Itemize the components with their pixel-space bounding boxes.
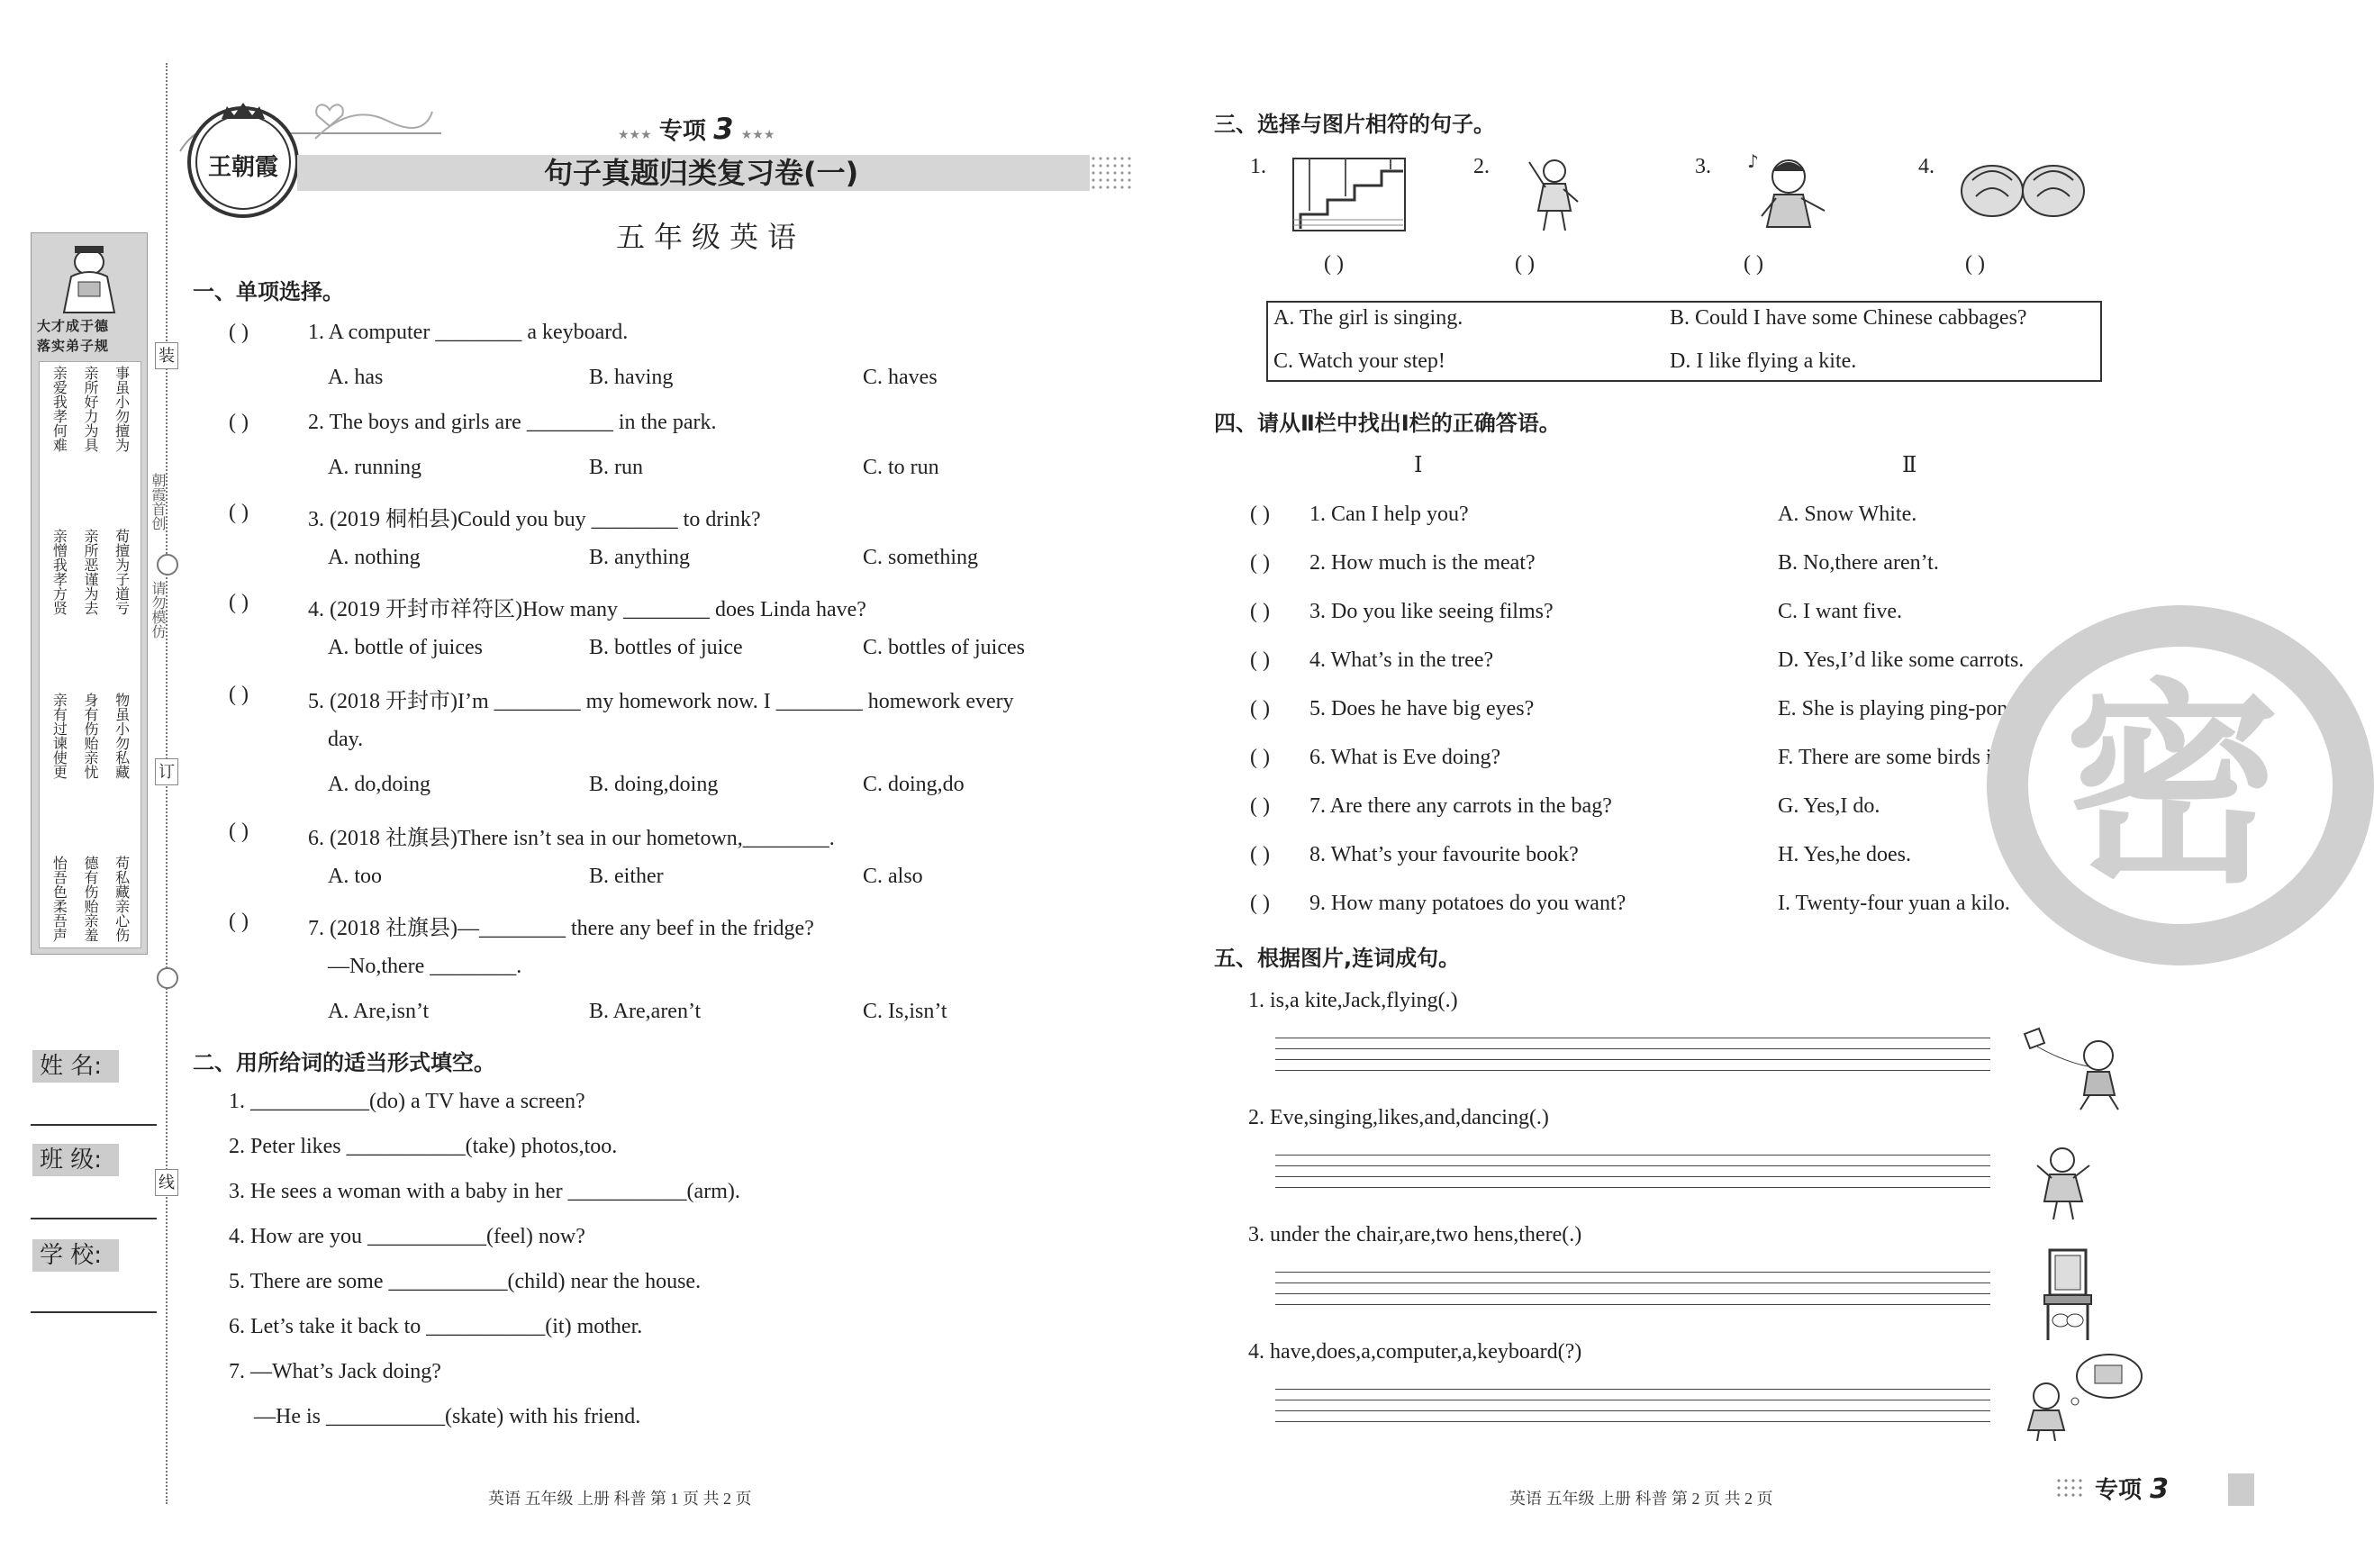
answer-line[interactable] bbox=[1275, 1165, 1990, 1166]
column-1-header: Ⅰ bbox=[1414, 454, 1423, 477]
motto-panel bbox=[31, 232, 148, 955]
name-field[interactable] bbox=[31, 1124, 157, 1126]
binding-hole-1 bbox=[157, 554, 178, 576]
match-paren[interactable]: ( ) bbox=[1250, 600, 1270, 623]
girl-dancing-picture bbox=[1522, 144, 1585, 239]
heart-ribbon bbox=[297, 94, 441, 161]
match-question: 8. What’s your favourite book? bbox=[1309, 843, 1579, 866]
question-stem: 5. (2018 开封市)I’m ________ my homework now. I ________ homework every bbox=[308, 690, 1014, 713]
answer-paren[interactable]: ( ) bbox=[229, 683, 249, 706]
secret-seal-char: 密 bbox=[2064, 660, 2281, 912]
match-question: 7. Are there any carrots in the bag? bbox=[1309, 794, 1612, 818]
option-c: C. bottles of juices bbox=[863, 636, 1025, 659]
answer-line[interactable] bbox=[1275, 1187, 1990, 1188]
answer-line[interactable] bbox=[1275, 1176, 1990, 1177]
option-b: B. doing,doing bbox=[589, 773, 719, 796]
motto-col: 德有伤贻亲羞 bbox=[81, 855, 99, 942]
fill-item[interactable]: 1. ___________(do) a TV have a screen? bbox=[229, 1090, 585, 1113]
girl-dancing-small-picture bbox=[2032, 1138, 2095, 1228]
picture-number: 4. bbox=[1918, 155, 1935, 178]
option-b: B. run bbox=[589, 456, 643, 479]
match-answer: E. She is playing ping-pong. bbox=[1778, 697, 2025, 721]
answer-paren[interactable]: ( ) bbox=[229, 501, 249, 524]
option-c: C. to run bbox=[863, 456, 939, 479]
match-answer: H. Yes,he does. bbox=[1778, 843, 1912, 866]
question-stem: 6. (2018 社旗县)There isn’t sea in our hometown,________. bbox=[308, 827, 835, 850]
motto-col: 亲所好力为具 bbox=[81, 366, 99, 452]
svg-text:王朝霞: 王朝霞 bbox=[207, 154, 279, 181]
picture-answer-paren[interactable]: ( ) bbox=[1965, 252, 1985, 276]
answer-paren[interactable]: ( ) bbox=[229, 591, 249, 614]
option-a: A. too bbox=[328, 865, 382, 888]
title-bar-dots bbox=[1090, 155, 1131, 191]
option-b: B. having bbox=[589, 366, 674, 389]
binding-note-2: 请勿模仿 bbox=[150, 581, 167, 639]
picture-answer-paren[interactable]: ( ) bbox=[1744, 252, 1763, 276]
fill-item[interactable]: —He is ___________(skate) with his friend. bbox=[254, 1405, 641, 1428]
option-a: A. Are,isn’t bbox=[328, 1000, 430, 1023]
match-question: 3. Do you like seeing films? bbox=[1309, 600, 1554, 623]
brand-logo bbox=[171, 97, 315, 228]
option-a: A. has bbox=[328, 366, 384, 389]
motto-col: 身有伤贻亲忧 bbox=[81, 692, 99, 779]
fill-item[interactable]: 2. Peter likes ___________(take) photos,too. bbox=[229, 1135, 618, 1158]
option-a: A. do,doing bbox=[328, 773, 430, 796]
corner-tag-bar bbox=[2228, 1473, 2254, 1506]
boy-kite-picture bbox=[2017, 1025, 2134, 1116]
column-2-header: Ⅱ bbox=[1902, 454, 1917, 477]
option-b: B. Are,aren’t bbox=[589, 1000, 702, 1023]
option-a: A. nothing bbox=[328, 546, 421, 569]
match-question: 1. Can I help you? bbox=[1309, 503, 1469, 526]
binding-label-3: 线 bbox=[155, 1169, 178, 1196]
picture-number: 2. bbox=[1473, 155, 1490, 178]
answer-line[interactable] bbox=[1275, 1059, 1990, 1060]
footer-left: 英语 五年级 上册 科普 第 1 页 共 2 页 bbox=[488, 1490, 752, 1508]
question-stem: 4. (2019 开封市祥符区)How many ________ does Linda have? bbox=[308, 598, 866, 621]
svg-text:♪: ♪ bbox=[1747, 150, 1759, 172]
fill-item[interactable]: 3. He sees a woman with a baby in her ___________(arm). bbox=[229, 1180, 740, 1203]
word-order-item: 3. under the chair,are,two hens,there(.) bbox=[1248, 1223, 1582, 1246]
special-tag: ★★★ 专项 3 ★★★ bbox=[618, 112, 775, 146]
motto-bottom: 落实弟子规 bbox=[37, 338, 110, 354]
name-label: 姓 名: bbox=[32, 1050, 119, 1083]
match-question: 4. What’s in the tree? bbox=[1309, 648, 1494, 672]
answer-line[interactable] bbox=[1275, 1282, 1990, 1283]
question-stem: 3. (2019 桐柏县)Could you buy ________ to drink? bbox=[308, 508, 761, 531]
girl-thinking-computer-picture bbox=[2019, 1351, 2145, 1446]
binding-label-1: 装 bbox=[155, 342, 178, 369]
answer-line[interactable] bbox=[1275, 1048, 1990, 1049]
section5-heading: 五、根据图片,连词成句。 bbox=[1214, 946, 1461, 971]
word-order-item: 1. is,a kite,Jack,flying(.) bbox=[1248, 989, 1458, 1012]
option-c: C. Is,isn’t bbox=[863, 1000, 947, 1023]
fill-item[interactable]: 5. There are some ___________(child) near the house. bbox=[229, 1270, 702, 1293]
picture-number: 3. bbox=[1695, 155, 1711, 178]
match-paren[interactable]: ( ) bbox=[1250, 746, 1270, 769]
answer-line[interactable] bbox=[1275, 1421, 1990, 1422]
match-paren[interactable]: ( ) bbox=[1250, 551, 1270, 575]
motto-col: 事虽小勿擅为 bbox=[113, 366, 131, 452]
motto-col: 亲有过谏使更 bbox=[50, 692, 68, 779]
match-answer: A. Snow White. bbox=[1778, 503, 1917, 526]
section1-heading: 一、单项选择。 bbox=[193, 279, 344, 304]
answer-line[interactable] bbox=[1275, 1293, 1990, 1294]
answer-paren[interactable]: ( ) bbox=[229, 910, 249, 933]
binding-label-2: 订 bbox=[155, 758, 178, 785]
page-title: 句子真题归类复习卷(一) bbox=[544, 156, 859, 190]
match-paren[interactable]: ( ) bbox=[1250, 892, 1270, 915]
option-a: A. bottle of juices bbox=[328, 636, 483, 659]
answer-line[interactable] bbox=[1275, 1389, 1990, 1390]
footer-right: 英语 五年级 上册 科普 第 2 页 共 2 页 bbox=[1509, 1490, 1773, 1508]
question-stem: 7. (2018 社旗县)—________ there any beef in the fridge? bbox=[308, 917, 814, 940]
class-label: 班 级: bbox=[32, 1144, 119, 1176]
option-b: B. either bbox=[589, 865, 664, 888]
match-paren[interactable]: ( ) bbox=[1250, 648, 1270, 672]
picture-answer-paren[interactable]: ( ) bbox=[1515, 252, 1535, 276]
cabbages-picture bbox=[1956, 153, 2089, 230]
school-label: 学 校: bbox=[32, 1239, 119, 1272]
match-paren[interactable]: ( ) bbox=[1250, 794, 1270, 818]
match-answer: G. Yes,I do. bbox=[1778, 794, 1880, 818]
match-answer: F. There are some birds in it. bbox=[1778, 746, 2025, 769]
question-stem: 1. A computer ________ a keyboard. bbox=[308, 321, 629, 344]
sentence-option-d: D. I like flying a kite. bbox=[1670, 349, 1857, 373]
match-question: 5. Does he have big eyes? bbox=[1309, 697, 1535, 721]
motto-col: 物虽小勿私藏 bbox=[113, 692, 131, 779]
girl-singing-picture bbox=[1744, 148, 1834, 237]
section2-heading: 二、用所给词的适当形式填空。 bbox=[193, 1050, 495, 1075]
answer-paren[interactable]: ( ) bbox=[229, 321, 249, 344]
corner-tag: 专项 3 bbox=[2095, 1473, 2169, 1505]
option-b: B. anything bbox=[589, 546, 690, 569]
section3-heading: 三、选择与图片相符的句子。 bbox=[1214, 112, 1495, 137]
option-c: C. doing,do bbox=[863, 773, 965, 796]
match-paren[interactable]: ( ) bbox=[1250, 503, 1270, 526]
match-paren[interactable]: ( ) bbox=[1250, 843, 1270, 866]
binding-hole-2 bbox=[157, 967, 178, 989]
fill-item[interactable]: 7. —What’s Jack doing? bbox=[229, 1360, 441, 1383]
question-stem: 2. The boys and girls are ________ in the park. bbox=[308, 411, 717, 434]
school-field[interactable] bbox=[31, 1311, 157, 1313]
match-paren[interactable]: ( ) bbox=[1250, 697, 1270, 721]
binding-note-1: 朝霞首创 bbox=[150, 473, 167, 530]
word-order-item: 4. have,does,a,computer,a,keyboard(?) bbox=[1248, 1340, 1582, 1364]
corner-tag-dots bbox=[2055, 1477, 2086, 1500]
match-question: 2. How much is the meat? bbox=[1309, 551, 1536, 575]
answer-line[interactable] bbox=[1275, 1070, 1990, 1071]
stairs-picture bbox=[1291, 157, 1409, 237]
picture-answer-paren[interactable]: ( ) bbox=[1324, 252, 1344, 276]
answer-line[interactable] bbox=[1275, 1155, 1990, 1156]
motto-col: 苟私藏亲心伤 bbox=[113, 855, 131, 942]
sentence-option-b: B. Could I have some Chinese cabbages? bbox=[1670, 306, 2027, 330]
page-subtitle: 五年级英语 bbox=[616, 220, 806, 254]
motto-col: 荀擅为子道亏 bbox=[113, 529, 131, 616]
section4-heading: 四、请从Ⅱ栏中找出Ⅰ栏的正确答语。 bbox=[1214, 411, 1561, 436]
word-order-item: 2. Eve,singing,likes,and,dancing(.) bbox=[1248, 1106, 1549, 1129]
picture-number: 1. bbox=[1250, 155, 1266, 178]
sentence-option-c: C. Watch your step! bbox=[1273, 349, 1445, 373]
chair-hens-picture bbox=[2041, 1246, 2095, 1346]
answer-paren[interactable]: ( ) bbox=[229, 411, 249, 434]
match-answer: B. No,there aren’t. bbox=[1778, 551, 1939, 575]
option-b: B. bottles of juice bbox=[589, 636, 743, 659]
scholar-figure bbox=[51, 240, 127, 319]
answer-line[interactable] bbox=[1275, 1410, 1990, 1411]
class-field[interactable] bbox=[31, 1218, 157, 1219]
secret-seal bbox=[1987, 605, 2374, 965]
match-answer: C. I want five. bbox=[1778, 600, 1902, 623]
match-question: 9. How many potatoes do you want? bbox=[1309, 892, 1626, 915]
match-answer: D. Yes,I’d like some carrots. bbox=[1778, 648, 2025, 672]
motto-col: 亲爱我孝何难 bbox=[50, 366, 68, 452]
answer-paren[interactable]: ( ) bbox=[229, 820, 249, 843]
motto-top: 大才成于德 bbox=[37, 318, 110, 334]
fill-item[interactable]: 6. Let’s take it back to ___________(it) mother. bbox=[229, 1315, 643, 1338]
match-question: 6. What is Eve doing? bbox=[1309, 746, 1501, 769]
question-stem-cont: —No,there ________. bbox=[328, 955, 522, 978]
fill-item[interactable]: 4. How are you ___________(feel) now? bbox=[229, 1225, 585, 1248]
option-c: C. also bbox=[863, 865, 923, 888]
match-answer: I. Twenty-four yuan a kilo. bbox=[1778, 892, 2010, 915]
option-c: C. something bbox=[863, 546, 979, 569]
answer-line[interactable] bbox=[1275, 1304, 1990, 1305]
motto-columns bbox=[39, 361, 141, 948]
option-c: C. haves bbox=[863, 366, 938, 389]
sentence-option-a: A. The girl is singing. bbox=[1273, 306, 1463, 330]
answer-line[interactable] bbox=[1275, 1272, 1990, 1273]
motto-col: 怡吾色柔吾声 bbox=[50, 855, 68, 942]
option-a: A. running bbox=[328, 456, 421, 479]
question-stem-cont: day. bbox=[328, 728, 364, 751]
motto-col: 亲所恶谨为去 bbox=[81, 529, 99, 616]
motto-col: 亲憎我孝方贤 bbox=[50, 529, 68, 616]
